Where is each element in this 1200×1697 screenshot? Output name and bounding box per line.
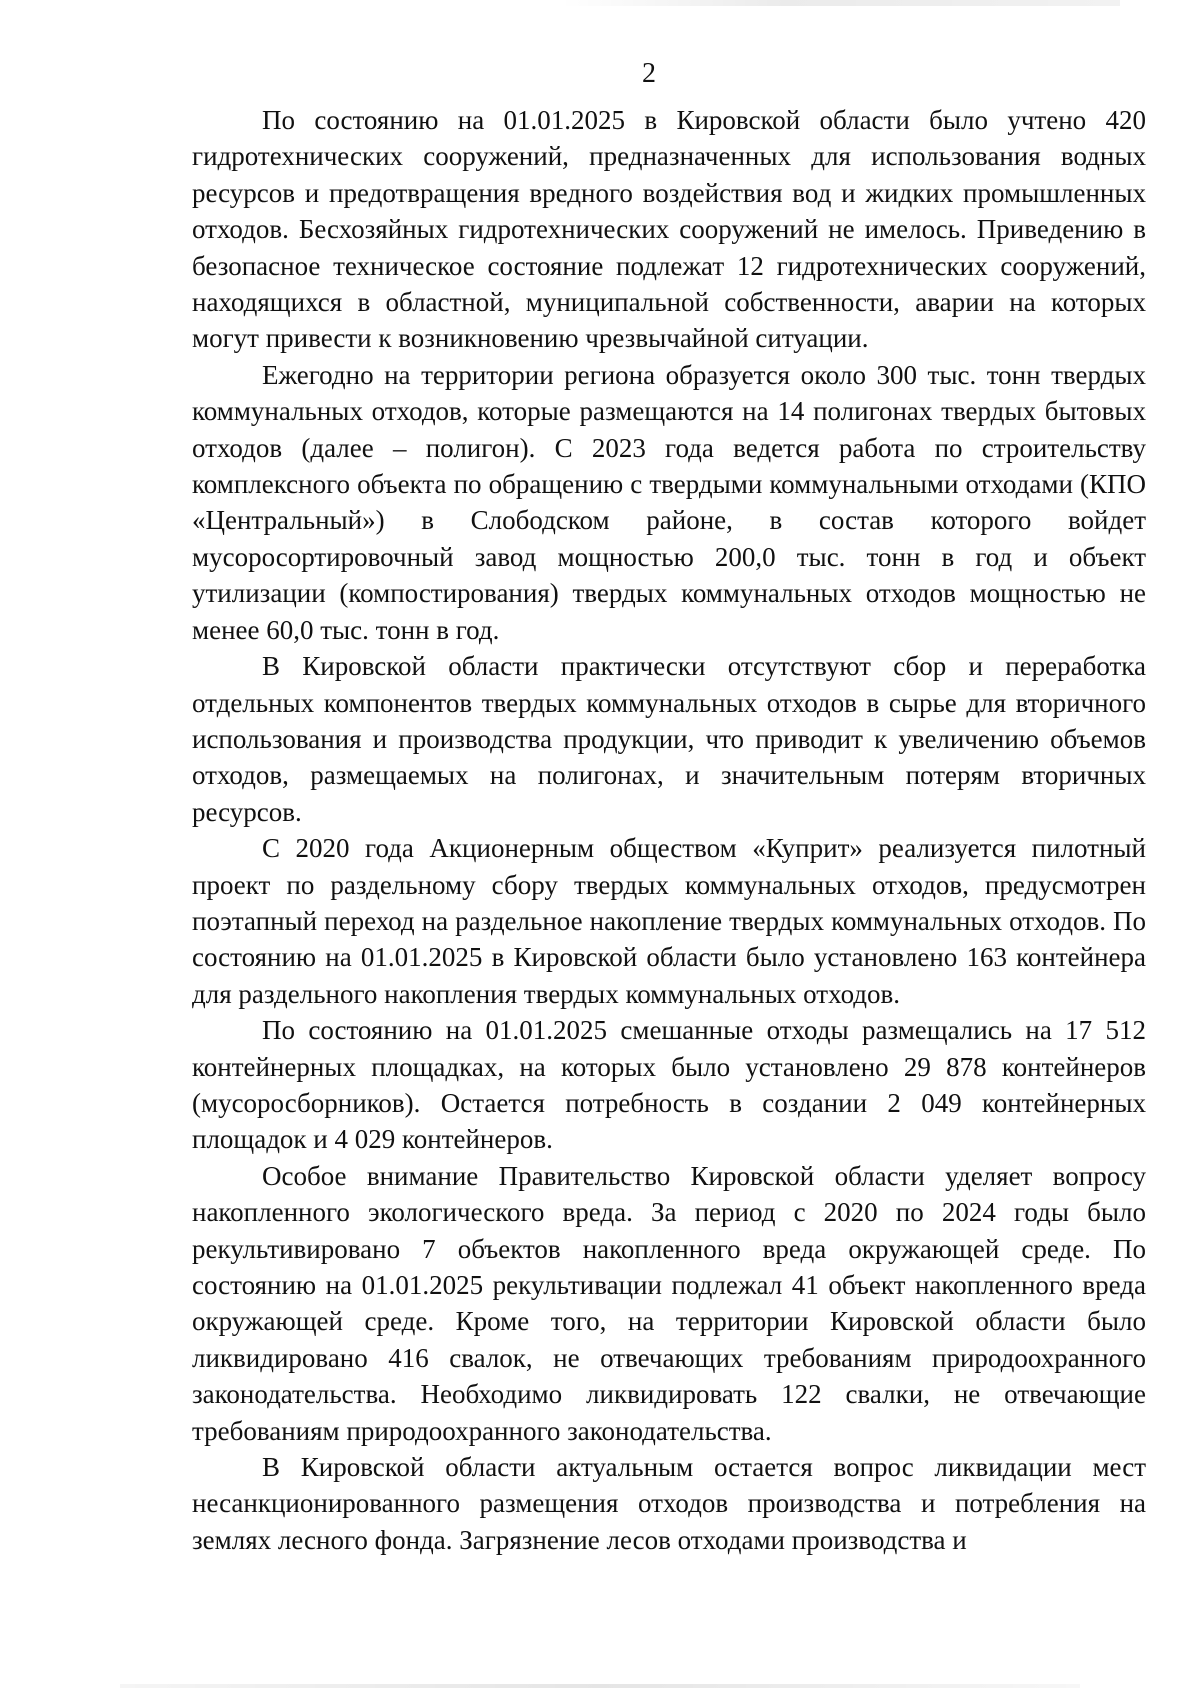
scan-edge-bottom	[120, 1684, 1080, 1688]
paragraph-container-sites: По состоянию на 01.01.2025 смешанные отходы размещались на 17 512 контейнерных площадках, на которых было установлено 29 878 контейнеров (мусоросборников). Остается потребность в создании 2 049 контейнерных площадок и 4 029 контейнеров.	[192, 1015, 1146, 1155]
page-number: 2	[642, 58, 656, 89]
paragraph-recycling-absence: В Кировской области практически отсутствуют сбор и переработка отдельных компонентов твердых коммунальных отходов в сырье для вторичного использования и производства продукции, что приводит к увеличению объемов отходов, размещаемых на полигонах, и значительным потерям вторичных ресурсов.	[192, 651, 1146, 827]
scan-edge-top	[560, 0, 1120, 6]
document-body	[192, 102, 1146, 1558]
paragraph-accumulated-damage: Особое внимание Правительство Кировской области уделяет вопросу накопленного экологического вреда. За период с 2020 по 2024 годы было рекультивировано 7 объектов накопленного вреда окружающей среде. По состоянию на 01.01.2025 рекультивации подлежал 41 объект накопленного вреда окружающей среде. Кроме того, на территории Кировской области было ликвидировано 416 свалок, не отвечающих требованиям природоохранного законодательства. Необходимо ликвидировать 122 свалки, не отвечающие требованиям природоохранного законодательства.	[192, 1160, 1146, 1446]
paragraph-municipal-waste-volume: Ежегодно на территории региона образуется около 300 тыс. тонн твердых коммунальных отходов, которые размещаются на 14 полигонах твердых бытовых отходов (далее – полигон). С 2023 года ведется работа по строительству комплексного объекта по обращению с твердыми коммунальными отходами (КПО «Центральный») в Слободском районе, в состав которого войдет мусоросортировочный завод мощностью 200,0 тыс. тонн в год и объект утилизации (компостирования) твердых коммунальных отходов мощностью не менее 60,0 тыс. тонн в год.	[192, 359, 1146, 645]
paragraph-forest-dumps: В Кировской области актуальным остается вопрос ликвидации мест несанкционированного размещения отходов производства и потребления на землях лесного фонда. Загрязнение лесов отходами производства и	[192, 1452, 1146, 1555]
paragraph-hydraulic-structures: По состоянию на 01.01.2025 в Кировской области было учтено 420 гидротехнических сооружений, предназначенных для использования водных ресурсов и предотвращения вредного воздействия вод и жидких промышленных отходов. Бесхозяйных гидротехнических сооружений не имелось. Приведению в безопасное техническое состояние подлежат 12 гидротехнических сооружений, находящихся в областной, муниципальной собственности, аварии на которых могут привести к возникновению чрезвычайной ситуации.	[192, 105, 1146, 354]
paragraph-separate-collection-pilot: С 2020 года Акционерным обществом «Куприт» реализуется пилотный проект по раздельному сбору твердых коммунальных отходов, предусмотрен поэтапный переход на раздельное накопление твердых коммунальных отходов. По состоянию на 01.01.2025 в Кировской области было установлено 163 контейнера для раздельного накопления твердых коммунальных отходов.	[192, 833, 1146, 1009]
